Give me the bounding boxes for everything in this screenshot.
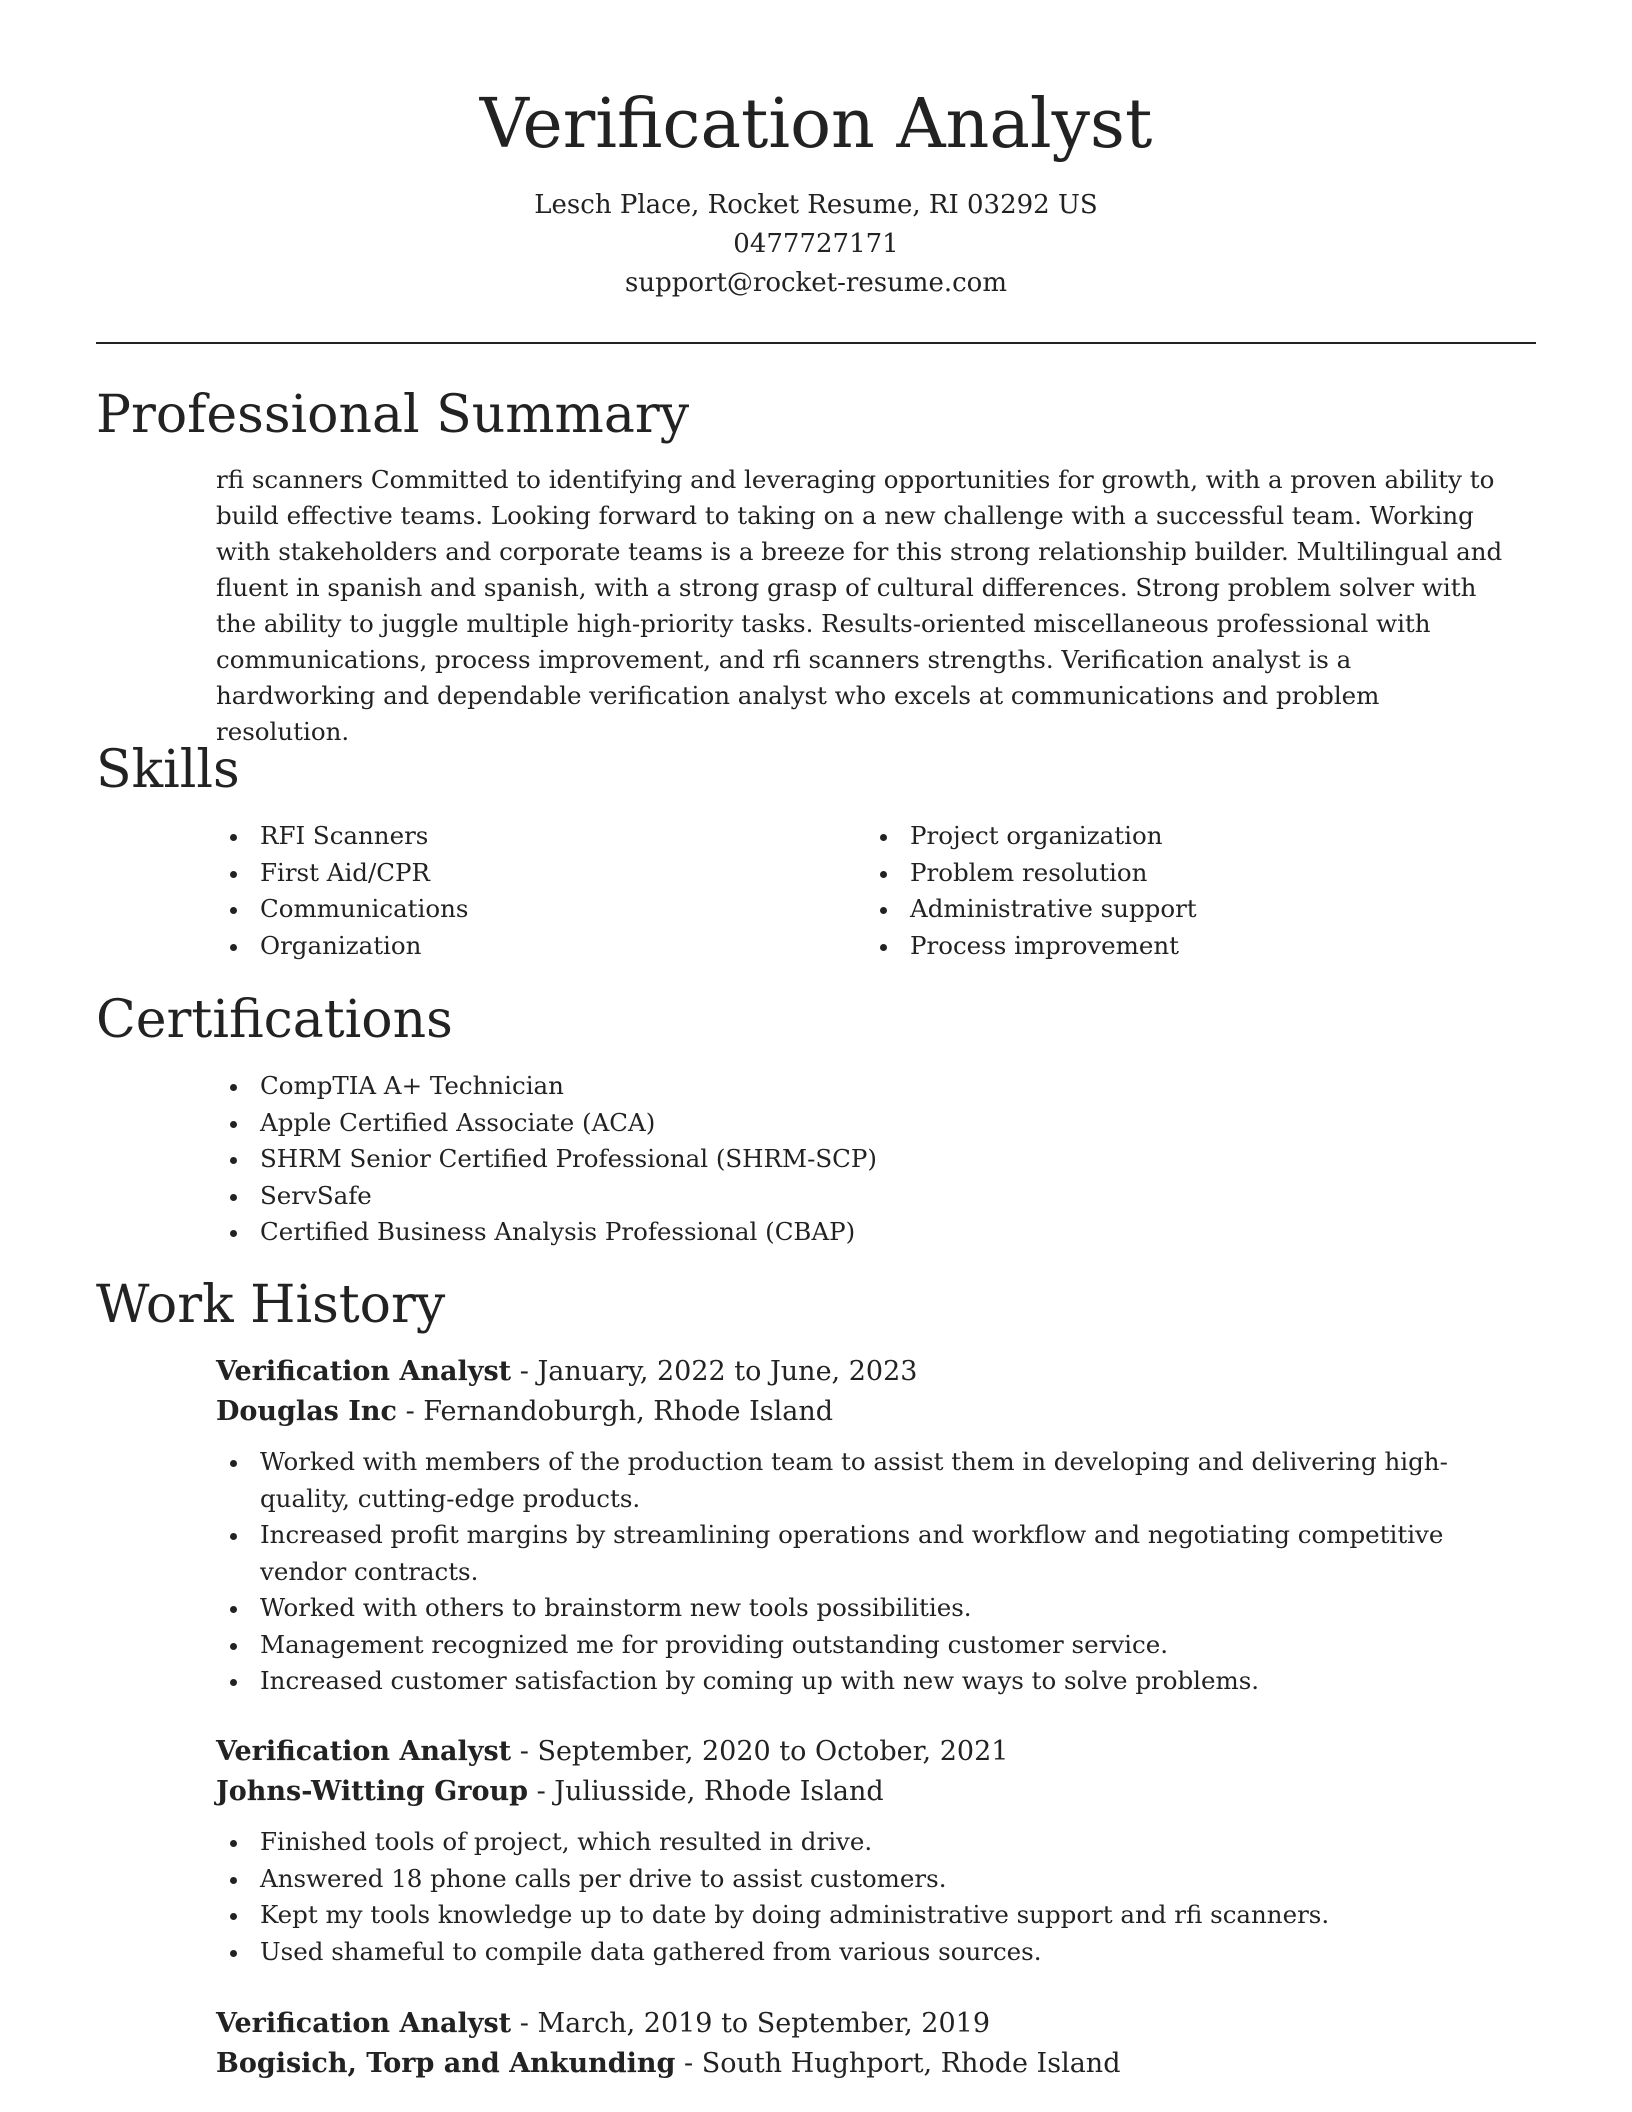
candidate-name: Verification Analyst: [479, 85, 1153, 164]
job-entry: [216, 1732, 1526, 1970]
job-role: Verification Analyst: [216, 1356, 512, 1387]
certification-item: CompTIA A+ Technician: [216, 1068, 877, 1105]
job-title-line: [216, 1732, 1526, 1772]
header-divider: [96, 342, 1536, 344]
skill-item: Problem resolution: [866, 855, 1197, 892]
job-company-line: [216, 1772, 1526, 1812]
job-role: Verification Analyst: [216, 1736, 512, 1767]
skill-item: Organization: [216, 928, 468, 965]
job-bullet: Worked with others to brainstorm new tools possibilities.: [216, 1590, 1526, 1627]
skills-list-left: [216, 818, 468, 964]
job-company-line: [216, 2044, 1526, 2084]
skill-item: First Aid/CPR: [216, 855, 468, 892]
contact-info: [0, 186, 1632, 303]
job-entry: [216, 1352, 1526, 1700]
certifications-heading: Certifications: [96, 990, 453, 1050]
email: support@rocket-resume.com: [624, 268, 1007, 298]
skills-heading: Skills: [96, 740, 240, 800]
job-bullet: Increased customer satisfaction by coming up with new ways to solve problems.: [216, 1663, 1526, 1700]
skill-item: Project organization: [866, 818, 1197, 855]
skill-item: Communications: [216, 891, 468, 928]
job-bullets: [216, 1444, 1526, 1700]
summary-text: rfi scanners Committed to identifying and leveraging opportunities for growth, with a proven ability to build effective teams. Looking forward to taking on a new challenge with a successful team. Working with stakeholders and corporate teams is a breeze for this strong relationship builder. Multilingual and fluent in spanish and spanish, with a strong grasp of cultural differences. Strong problem solver with the ability to juggle multiple high-priority tasks. Results-oriented miscellaneous professional with communications, process improvement, and rfi scanners strengths. Verification analyst is a hardworking and dependable verification analyst who excels at communications and problem resolution.: [216, 465, 1503, 746]
job-bullet: Answered 18 phone calls per drive to assist customers.: [216, 1861, 1526, 1898]
job-company: Johns-Witting Group: [216, 1776, 528, 1807]
job-location: - South Hughport, Rhode Island: [675, 2048, 1121, 2079]
job-bullet: Management recognized me for providing outstanding customer service.: [216, 1627, 1526, 1664]
job-company: Douglas Inc: [216, 1396, 397, 1427]
job-bullet: Used shameful to compile data gathered from various sources.: [216, 1934, 1526, 1971]
job-bullets: [216, 1824, 1526, 1970]
job-bullet: Worked with members of the production team to assist them in developing and delivering high-quality, cutting-edge products.: [216, 1444, 1526, 1517]
job-dates: - January, 2022 to June, 2023: [511, 1356, 918, 1387]
certification-item: Apple Certified Associate (ACA): [216, 1105, 877, 1142]
job-title-line: [216, 2004, 1526, 2044]
address: Lesch Place, Rocket Resume, RI 03292 US: [534, 190, 1098, 220]
job-location: - Fernandoburgh, Rhode Island: [396, 1396, 833, 1427]
certification-item: ServSafe: [216, 1178, 877, 1215]
certification-item: Certified Business Analysis Professional (CBAP): [216, 1214, 877, 1251]
job-title-line: [216, 1352, 1526, 1392]
summary-heading: Professional Summary: [96, 385, 690, 445]
work-history-heading: Work History: [96, 1275, 446, 1335]
job-bullet: Kept my tools knowledge up to date by doing administrative support and rfi scanners.: [216, 1897, 1526, 1934]
job-location: - Juliusside, Rhode Island: [528, 1776, 884, 1807]
certification-item: SHRM Senior Certified Professional (SHRM-SCP): [216, 1141, 877, 1178]
job-role: Verification Analyst: [216, 2008, 512, 2039]
certifications-list: [216, 1068, 877, 1251]
job-company: Bogisich, Torp and Ankunding: [216, 2048, 676, 2079]
phone: 0477727171: [733, 229, 899, 259]
job-bullet: Increased profit margins by streamlining operations and workflow and negotiating competitive vendor contracts.: [216, 1517, 1526, 1590]
skill-item: Administrative support: [866, 891, 1197, 928]
skill-item: RFI Scanners: [216, 818, 468, 855]
job-company-line: [216, 1392, 1526, 1432]
job-bullet: Finished tools of project, which resulted in drive.: [216, 1824, 1526, 1861]
job-dates: - March, 2019 to September, 2019: [511, 2008, 991, 2039]
resume-header: [0, 0, 1632, 303]
skill-item: Process improvement: [866, 928, 1197, 965]
job-entry: [216, 2004, 1526, 2084]
job-dates: - September, 2020 to October, 2021: [511, 1736, 1009, 1767]
skills-list-right: [866, 818, 1197, 964]
